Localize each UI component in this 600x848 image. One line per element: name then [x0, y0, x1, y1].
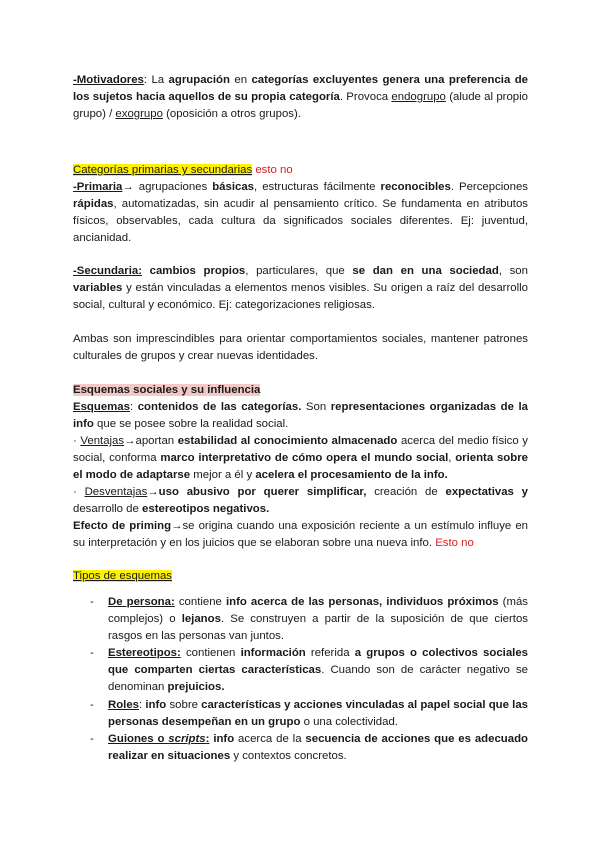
priming-note: Esto no: [432, 537, 474, 549]
text: →aportan: [124, 435, 178, 447]
bold-text: prejuicios.: [167, 681, 225, 693]
text: :: [129, 401, 138, 413]
text: , son: [498, 265, 528, 277]
primaria-label: -Primaria: [73, 181, 123, 193]
bold-text: cambios propios: [149, 265, 246, 277]
esquemas-label: Esquemas: [73, 401, 130, 413]
text: mejor a él y: [190, 469, 256, 481]
text: contiene: [174, 596, 226, 608]
text: . Percepciones: [450, 181, 528, 193]
text: Son: [301, 401, 331, 413]
text: acerca del medio físico y social, conforma: [73, 435, 528, 464]
bold-text: expectativas y: [445, 486, 528, 498]
bold-text: se dan en una sociedad: [352, 265, 499, 277]
bold-text: info: [145, 699, 167, 711]
categorias-note: esto no: [252, 164, 293, 176]
bold-text: características y acciones vinculadas al papel social que las personas desempeñan en un grupo: [108, 699, 528, 728]
bold-text: categorías excluyentes genera una preferencia de los sujetos hacia aquellos de su propia categoría: [73, 74, 529, 103]
dash-bullet: -: [90, 647, 94, 659]
bold-text: reconocibles: [380, 181, 451, 193]
text: creación de: [366, 486, 446, 498]
bold-text: secuencia de acciones que es adecuado realizar en situaciones: [108, 733, 528, 762]
italic-text: scripts: [168, 733, 206, 745]
bold-text: acelera el procesamiento de la info.: [255, 469, 448, 481]
text: →se origina cuando una exposición reciente a un estímulo influye en su interpretación y en los juicios que se elaboran sobre una nueva info.: [73, 520, 528, 549]
bold-text: contenidos de las categorías.: [137, 401, 302, 413]
list-item-guiones: [90, 731, 528, 765]
endogrupo-term: endogrupo: [391, 91, 446, 103]
bold-text: lejanos: [181, 613, 221, 625]
persona-label: De persona:: [108, 596, 175, 608]
list-item-text: [108, 731, 528, 765]
ambas-paragraph: Ambas son imprescindibles para orientar comportamientos sociales, mantener patrones culturales de grupos y crear nuevas identidades.: [73, 333, 528, 362]
list-item-roles: [90, 697, 528, 731]
dash-bullet: -: [90, 733, 94, 745]
text: (alude al propio grupo) /: [73, 91, 528, 120]
esquemas-heading: Esquemas sociales y su influencia: [73, 384, 261, 396]
roles-label: Roles: [108, 699, 140, 711]
text: →: [147, 486, 159, 498]
bold-text: marco interpretativo de cómo opera el mundo social: [160, 452, 449, 464]
secundaria-paragraph: [73, 263, 528, 314]
bold-text: orienta sobre el modo de adaptarse: [73, 452, 528, 481]
text: y contextos concretos.: [230, 750, 347, 762]
bold-text: a grupos o colectivos sociales que comparten ciertas características: [108, 647, 529, 676]
dash-bullet: -: [90, 699, 94, 711]
text: , automatizadas, sin acudir al pensamiento crítico. Se fundamenta en atributos físicos, observables, cada cultura da significados sociales diferentes. Ej: juventud, ancianidad.: [73, 198, 528, 244]
bold-text: variables: [73, 282, 123, 294]
text: o una colectividad.: [300, 716, 398, 728]
exogrupo-term: exogrupo: [115, 108, 163, 120]
text: Guiones o: [108, 733, 169, 745]
list-item-persona: [90, 594, 528, 645]
bold-text: agrupación: [168, 74, 230, 86]
text: desarrollo de: [73, 503, 143, 515]
text: (más complejos) o: [108, 596, 528, 625]
bold-text: básicas: [212, 181, 255, 193]
text: contienen: [180, 647, 241, 659]
list-item-text: [108, 645, 528, 696]
bold-text: info: [213, 733, 235, 745]
list-item-text: [108, 697, 528, 731]
text: ,: [448, 452, 456, 464]
estereotipos-label: Estereotipos:: [108, 647, 181, 659]
text: que se posee sobre la realidad social.: [93, 418, 289, 430]
bullet-dot: ·: [73, 435, 81, 447]
dash-bullet: -: [90, 596, 94, 608]
guiones-label: [108, 733, 209, 745]
text: y están vinculadas a elementos menos visibles. Su origen a raíz del desarrollo social, cultural y económico. Ej: categorizaciones religiosas.: [73, 282, 528, 311]
bold-text: uso abusivo por querer simplificar,: [158, 486, 367, 498]
bold-text: info acerca de las personas, individuos próximos: [225, 596, 499, 608]
list-item-estereotipos: [90, 645, 528, 696]
text: → agrupaciones: [122, 181, 213, 193]
bold-text: estabilidad al conocimiento almacenado: [177, 435, 398, 447]
bullet-dot: ·: [73, 486, 85, 498]
desventajas-label: Desventajas: [84, 486, 148, 498]
text: . Se construyen a partir de la suposición de que ciertos rasgos en las personas van juntos.: [108, 613, 528, 642]
bold-text: representaciones organizadas de la info: [73, 401, 528, 430]
text: , estructuras fácilmente: [254, 181, 381, 193]
text: en: [229, 74, 252, 86]
categorias-section: [73, 162, 528, 247]
categorias-heading: Categorías primarias y secundarias: [73, 164, 253, 176]
text: : La: [143, 74, 169, 86]
bold-text: rápidas: [73, 198, 114, 210]
tipos-heading-row: [73, 568, 528, 585]
text: sobre: [166, 699, 202, 711]
motivadores-paragraph: [73, 72, 528, 123]
text: acerca de la: [234, 733, 306, 745]
text: , particulares, que: [245, 265, 353, 277]
motivadores-label: -Motivadores: [73, 74, 144, 86]
list-item-text: [108, 594, 528, 645]
priming-label: Efecto de priming: [73, 520, 172, 532]
text: (oposición a otros grupos).: [162, 108, 301, 120]
text: referida: [305, 647, 355, 659]
text: [142, 265, 150, 277]
bold-text: estereotipos negativos.: [142, 503, 270, 515]
tipos-heading: Tipos de esquemas: [73, 570, 172, 582]
text: :: [139, 699, 146, 711]
text: . Provoca: [339, 91, 392, 103]
text: . Cuando son de carácter negativo se denominan: [108, 664, 528, 693]
esquemas-section: [73, 382, 528, 552]
secundaria-label: -Secundaria:: [73, 265, 142, 277]
ventajas-label: Ventajas: [80, 435, 125, 447]
text: :: [205, 733, 210, 745]
bold-text: información: [240, 647, 306, 659]
